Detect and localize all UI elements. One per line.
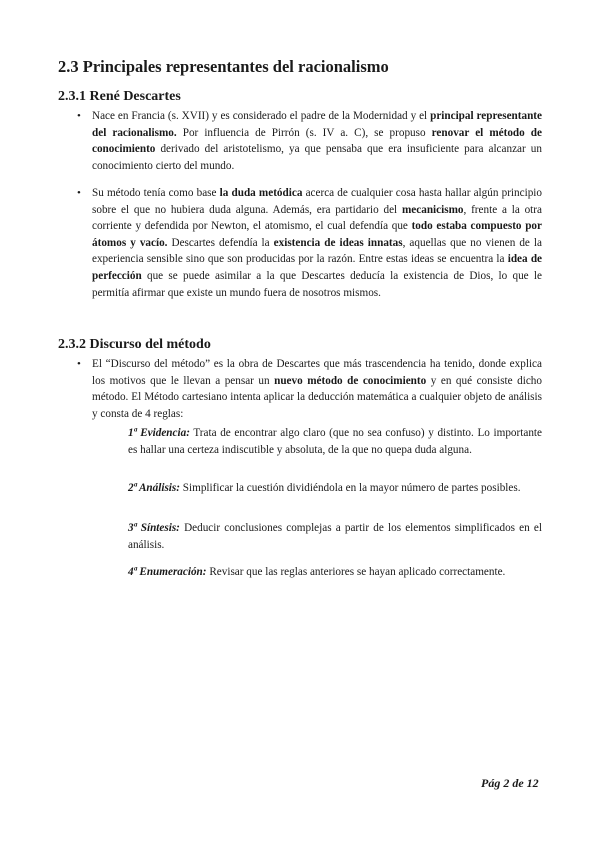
bullet-1: • (77, 110, 81, 122)
bold-segment: renovar el método de conocimiento (92, 126, 542, 156)
bold-segment: la duda metódica (219, 187, 303, 199)
rule-evidencia (128, 425, 542, 458)
subsection-title-descartes: 2.3.1 René Descartes (58, 89, 181, 104)
text-segment: acerca de cualquier cosa hasta hallar algún principio sobre el que no hubiera duda alguna. Además, era partidario del (92, 187, 542, 216)
bold-segment: idea de perfección (92, 253, 543, 282)
paragraph-metodo (92, 185, 542, 301)
text-segment: que se puede asimilar a la que Descartes deducía la existencia de Dios, lo que le permitía afirmar que existe un mundo fuera de nosotros mismos. (92, 269, 542, 299)
bold-segment: existencia de ideas innatas (273, 236, 403, 249)
rule-label: 4ª Enumeración: (128, 566, 207, 578)
paragraph-descartes-intro (92, 108, 542, 174)
rule-analisis (128, 480, 542, 497)
rule-text: Deducir conclusiones complejas a partir de los elementos simplificados en el análisis. (128, 522, 542, 551)
text-segment: , frente a la otra corriente y defendida por Newton, el atomismo, el cual defendía que (92, 203, 542, 233)
text-segment: , aquellas que no vienen de la experiencia sensible sino que son producidas por la razón. Entre estas ideas se encuentra la (92, 236, 542, 266)
rule-text: Revisar que las reglas anteriores se hayan aplicado correctamente. (206, 566, 506, 578)
bullet-2: • (77, 187, 81, 199)
subsection-title-discurso: 2.3.2 Discurso del método (58, 337, 211, 352)
section-heading: 2.3 Principales representantes del racionalismo (58, 57, 389, 76)
text-segment: El “Discurso del método” es la obra de Descartes que más trascendencia ha tenido, donde explica los motivos que le llevan a pensar un (92, 358, 542, 387)
rule-enumeracion (128, 564, 542, 581)
text-segment: Descartes defendía la (167, 236, 274, 249)
rule-label: 3ª Síntesis: (128, 522, 180, 534)
text-segment: Por influencia de Pirrón (s. IV a. C), se propuso (176, 126, 432, 139)
bold-segment: nuevo método de conocimiento (274, 374, 427, 387)
text-segment: Nace en Francia (s. XVII) y es considerado el padre de la Modernidad y el (92, 110, 431, 122)
page-number: Pág 2 de 12 (481, 776, 539, 790)
rule-text: Trata de encontrar algo claro (que no sea confuso) y distinto. Lo importante es hallar una certeza indiscutible y absoluta, de la que no quepa duda alguna. (128, 427, 542, 456)
rule-label: 2ª Análisis: (128, 482, 180, 494)
text-segment: Su método tenía como base (92, 187, 220, 199)
rule-text: Simplificar la cuestión dividiéndola en la mayor número de partes posibles. (180, 482, 521, 494)
text-segment: y en qué consiste dicho método. El Método cartesiano intenta aplicar la deducción matemática a cualquier objeto de análisis y consta de 4 reglas: (92, 374, 542, 420)
bold-segment: todo estaba compuesto por átomos y vacío. (92, 220, 542, 249)
rule-label: 1ª Evidencia: (128, 427, 190, 439)
bullet-3: • (77, 358, 81, 370)
text-segment: derivado del aristotelismo, ya que pensaba que era insuficiente para alcanzar un conocimiento cierto del mundo. (92, 143, 542, 172)
bold-segment: principal representante del racionalismo. (92, 110, 542, 139)
rule-sintesis (128, 520, 542, 553)
bold-segment: mecanicismo (401, 203, 464, 216)
paragraph-discurso (92, 356, 542, 422)
